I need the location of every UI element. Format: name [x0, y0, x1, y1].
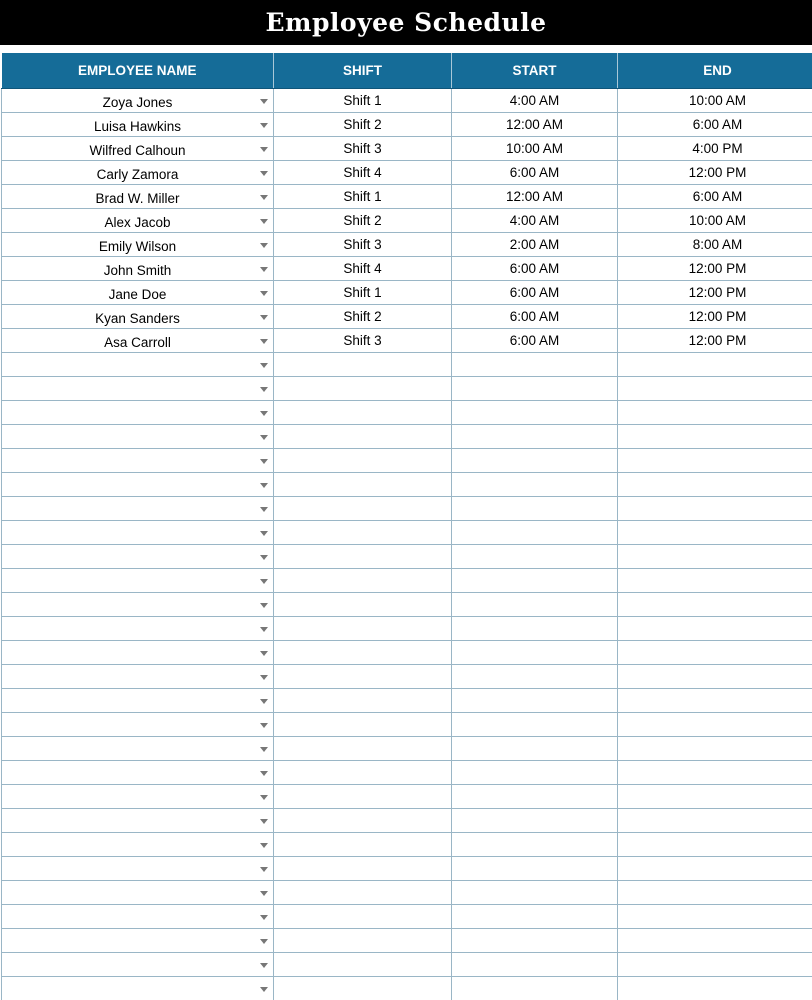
shift-cell[interactable] — [274, 617, 452, 641]
employee-name-cell[interactable] — [2, 185, 274, 209]
employee-name-value — [12, 942, 264, 945]
employee-name-value — [12, 846, 264, 849]
employee-name-value: Jane Doe — [108, 286, 167, 302]
end-time-cell[interactable] — [618, 857, 812, 881]
shift-cell[interactable] — [274, 833, 452, 857]
employee-name-value — [12, 966, 264, 969]
end-time-cell[interactable]: 12:00 PM — [618, 329, 812, 353]
end-time-cell[interactable] — [618, 401, 812, 425]
employee-name-cell[interactable] — [2, 401, 274, 425]
shift-cell[interactable] — [274, 497, 452, 521]
end-time-cell[interactable] — [618, 617, 812, 641]
employee-name-value — [12, 606, 264, 609]
shift-cell[interactable] — [274, 857, 452, 881]
end-time-cell[interactable] — [618, 473, 812, 497]
shift-cell[interactable]: Shift 1 — [274, 185, 452, 209]
chevron-down-icon[interactable] — [260, 939, 268, 944]
shift-cell[interactable] — [274, 713, 452, 737]
shift-cell[interactable] — [274, 593, 452, 617]
chevron-down-icon[interactable] — [260, 267, 268, 272]
start-time-cell[interactable] — [452, 785, 618, 809]
shift-cell[interactable] — [274, 905, 452, 929]
title-spacer — [0, 45, 812, 53]
shift-cell[interactable] — [274, 929, 452, 953]
column-header-start[interactable]: START — [452, 53, 618, 89]
end-time-cell[interactable]: 12:00 PM — [618, 281, 812, 305]
shift-cell[interactable] — [274, 809, 452, 833]
employee-name-cell[interactable] — [2, 761, 274, 785]
chevron-down-icon[interactable] — [260, 867, 268, 872]
start-time-cell[interactable]: 4:00 AM — [452, 209, 618, 233]
shift-cell[interactable]: Shift 4 — [274, 161, 452, 185]
employee-name-value: Asa Carroll — [104, 334, 171, 350]
employee-name-cell[interactable] — [2, 545, 274, 569]
employee-name-cell[interactable] — [2, 233, 274, 257]
empty-table-row — [2, 833, 812, 857]
table-row — [2, 89, 812, 113]
employee-name-cell[interactable] — [2, 641, 274, 665]
employee-name-cell[interactable] — [2, 281, 274, 305]
page-title: Employee Schedule — [265, 8, 547, 37]
start-time-cell[interactable] — [452, 473, 618, 497]
empty-table-row — [2, 353, 812, 377]
table-row — [2, 185, 812, 209]
start-time-cell[interactable] — [452, 881, 618, 905]
employee-name-value: Emily Wilson — [98, 238, 177, 254]
employee-name-cell[interactable] — [2, 905, 274, 929]
end-time-cell[interactable]: 12:00 PM — [618, 305, 812, 329]
end-time-cell[interactable] — [618, 641, 812, 665]
start-time-cell[interactable] — [452, 401, 618, 425]
empty-table-row — [2, 593, 812, 617]
end-time-cell[interactable]: 12:00 PM — [618, 257, 812, 281]
employee-name-value — [12, 774, 264, 777]
start-time-cell[interactable]: 10:00 AM — [452, 137, 618, 161]
employee-name-value — [12, 558, 264, 561]
chevron-down-icon[interactable] — [260, 627, 268, 632]
shift-cell[interactable] — [274, 473, 452, 497]
start-time-cell[interactable]: 2:00 AM — [452, 233, 618, 257]
chevron-down-icon[interactable] — [260, 555, 268, 560]
column-header-employee-name[interactable]: EMPLOYEE NAME — [2, 53, 274, 89]
schedule-table — [1, 53, 812, 1000]
table-row — [2, 161, 812, 185]
table-row — [2, 233, 812, 257]
employee-name-value: Wilfred Calhoun — [89, 142, 186, 158]
end-time-cell[interactable] — [618, 977, 812, 1000]
employee-name-cell[interactable] — [2, 857, 274, 881]
employee-name-value — [12, 486, 264, 489]
table-row — [2, 305, 812, 329]
chevron-down-icon[interactable] — [260, 579, 268, 584]
employee-name-value — [12, 894, 264, 897]
start-time-cell[interactable] — [452, 593, 618, 617]
chevron-down-icon[interactable] — [260, 771, 268, 776]
employee-name-cell[interactable] — [2, 209, 274, 233]
chevron-down-icon[interactable] — [260, 195, 268, 200]
start-time-cell[interactable] — [452, 857, 618, 881]
chevron-down-icon[interactable] — [260, 891, 268, 896]
table-row — [2, 137, 812, 161]
shift-cell[interactable]: Shift 2 — [274, 113, 452, 137]
employee-name-cell[interactable] — [2, 689, 274, 713]
employee-name-cell[interactable] — [2, 353, 274, 377]
employee-name-cell[interactable] — [2, 425, 274, 449]
empty-table-row — [2, 761, 812, 785]
table-row — [2, 209, 812, 233]
shift-cell[interactable]: Shift 3 — [274, 329, 452, 353]
end-time-cell[interactable] — [618, 689, 812, 713]
employee-name-cell[interactable] — [2, 305, 274, 329]
shift-cell[interactable]: Shift 3 — [274, 137, 452, 161]
shift-cell[interactable] — [274, 545, 452, 569]
employee-name-cell[interactable] — [2, 497, 274, 521]
chevron-down-icon[interactable] — [260, 435, 268, 440]
chevron-down-icon[interactable] — [260, 603, 268, 608]
shift-cell[interactable] — [274, 689, 452, 713]
start-time-cell[interactable] — [452, 449, 618, 473]
shift-cell[interactable] — [274, 953, 452, 977]
chevron-down-icon[interactable] — [260, 915, 268, 920]
end-time-cell[interactable] — [618, 785, 812, 809]
end-time-cell[interactable]: 12:00 PM — [618, 161, 812, 185]
start-time-cell[interactable] — [452, 761, 618, 785]
employee-name-value — [12, 798, 264, 801]
employee-name-cell[interactable] — [2, 713, 274, 737]
shift-cell[interactable] — [274, 425, 452, 449]
employee-name-cell[interactable] — [2, 113, 274, 137]
start-time-cell[interactable] — [452, 689, 618, 713]
end-time-cell[interactable] — [618, 737, 812, 761]
shift-cell[interactable]: Shift 1 — [274, 281, 452, 305]
end-time-cell[interactable] — [618, 569, 812, 593]
end-time-cell[interactable] — [618, 425, 812, 449]
empty-table-row — [2, 497, 812, 521]
empty-table-row — [2, 977, 812, 1000]
employee-name-cell[interactable] — [2, 257, 274, 281]
empty-table-row — [2, 737, 812, 761]
empty-table-row — [2, 881, 812, 905]
start-time-cell[interactable]: 6:00 AM — [452, 161, 618, 185]
shift-cell[interactable] — [274, 737, 452, 761]
employee-name-value: Brad W. Miller — [95, 190, 180, 206]
start-time-cell[interactable]: 12:00 AM — [452, 185, 618, 209]
column-header-end[interactable]: END — [618, 53, 812, 89]
start-time-cell[interactable] — [452, 617, 618, 641]
chevron-down-icon[interactable] — [260, 291, 268, 296]
empty-table-row — [2, 905, 812, 929]
end-time-cell[interactable] — [618, 497, 812, 521]
shift-cell[interactable] — [274, 569, 452, 593]
chevron-down-icon[interactable] — [260, 363, 268, 368]
start-time-cell[interactable] — [452, 713, 618, 737]
title-bar — [0, 0, 812, 45]
start-time-cell[interactable] — [452, 353, 618, 377]
end-time-cell[interactable]: 10:00 AM — [618, 209, 812, 233]
employee-name-cell[interactable] — [2, 137, 274, 161]
employee-name-value: Luisa Hawkins — [93, 118, 182, 134]
employee-name-cell[interactable] — [2, 809, 274, 833]
empty-table-row — [2, 473, 812, 497]
empty-table-row — [2, 521, 812, 545]
employee-name-cell[interactable] — [2, 665, 274, 689]
chevron-down-icon[interactable] — [260, 699, 268, 704]
end-time-cell[interactable] — [618, 929, 812, 953]
empty-table-row — [2, 953, 812, 977]
employee-name-cell[interactable] — [2, 617, 274, 641]
start-time-cell[interactable]: 6:00 AM — [452, 329, 618, 353]
schedule-body — [2, 89, 812, 1000]
end-time-cell[interactable] — [618, 953, 812, 977]
start-time-cell[interactable]: 12:00 AM — [452, 113, 618, 137]
chevron-down-icon[interactable] — [260, 747, 268, 752]
start-time-cell[interactable]: 6:00 AM — [452, 281, 618, 305]
employee-name-value — [12, 534, 264, 537]
start-time-cell[interactable] — [452, 377, 618, 401]
chevron-down-icon[interactable] — [260, 963, 268, 968]
chevron-down-icon[interactable] — [260, 459, 268, 464]
shift-cell[interactable] — [274, 377, 452, 401]
employee-name-cell[interactable] — [2, 473, 274, 497]
empty-table-row — [2, 641, 812, 665]
empty-table-row — [2, 665, 812, 689]
end-time-cell[interactable]: 10:00 AM — [618, 89, 812, 113]
table-row — [2, 329, 812, 353]
table-row — [2, 257, 812, 281]
chevron-down-icon[interactable] — [260, 843, 268, 848]
start-time-cell[interactable] — [452, 809, 618, 833]
employee-name-value — [12, 702, 264, 705]
employee-name-value — [12, 630, 264, 633]
empty-table-row — [2, 785, 812, 809]
empty-table-row — [2, 425, 812, 449]
end-time-cell[interactable] — [618, 353, 812, 377]
end-time-cell[interactable]: 6:00 AM — [618, 113, 812, 137]
employee-name-cell[interactable] — [2, 953, 274, 977]
employee-name-value — [12, 366, 264, 369]
start-time-cell[interactable] — [452, 425, 618, 449]
employee-name-cell[interactable] — [2, 593, 274, 617]
chevron-down-icon[interactable] — [260, 99, 268, 104]
end-time-cell[interactable]: 4:00 PM — [618, 137, 812, 161]
end-time-cell[interactable] — [618, 545, 812, 569]
chevron-down-icon[interactable] — [260, 987, 268, 992]
employee-name-value — [12, 678, 264, 681]
employee-name-value — [12, 990, 264, 993]
table-row — [2, 113, 812, 137]
chevron-down-icon[interactable] — [260, 483, 268, 488]
start-time-cell[interactable]: 6:00 AM — [452, 305, 618, 329]
chevron-down-icon[interactable] — [260, 819, 268, 824]
start-time-cell[interactable] — [452, 497, 618, 521]
shift-cell[interactable]: Shift 2 — [274, 305, 452, 329]
employee-name-value — [12, 822, 264, 825]
column-header-shift[interactable]: SHIFT — [274, 53, 452, 89]
shift-cell[interactable] — [274, 977, 452, 1000]
shift-cell[interactable]: Shift 1 — [274, 89, 452, 113]
employee-name-cell[interactable] — [2, 377, 274, 401]
shift-cell[interactable]: Shift 2 — [274, 209, 452, 233]
end-time-cell[interactable] — [618, 593, 812, 617]
chevron-down-icon[interactable] — [260, 675, 268, 680]
chevron-down-icon[interactable] — [260, 723, 268, 728]
shift-cell[interactable] — [274, 761, 452, 785]
employee-name-cell[interactable] — [2, 449, 274, 473]
start-time-cell[interactable] — [452, 521, 618, 545]
start-time-cell[interactable] — [452, 833, 618, 857]
shift-cell[interactable]: Shift 4 — [274, 257, 452, 281]
empty-table-row — [2, 809, 812, 833]
empty-table-row — [2, 929, 812, 953]
end-time-cell[interactable]: 8:00 AM — [618, 233, 812, 257]
chevron-down-icon[interactable] — [260, 387, 268, 392]
employee-name-cell[interactable] — [2, 785, 274, 809]
employee-name-cell[interactable] — [2, 89, 274, 113]
start-time-cell[interactable] — [452, 953, 618, 977]
chevron-down-icon[interactable] — [260, 171, 268, 176]
chevron-down-icon[interactable] — [260, 411, 268, 416]
chevron-down-icon[interactable] — [260, 531, 268, 536]
start-time-cell[interactable] — [452, 641, 618, 665]
employee-name-value — [12, 438, 264, 441]
empty-table-row — [2, 377, 812, 401]
end-time-cell[interactable] — [618, 521, 812, 545]
empty-table-row — [2, 857, 812, 881]
shift-cell[interactable]: Shift 3 — [274, 233, 452, 257]
end-time-cell[interactable] — [618, 833, 812, 857]
employee-name-cell[interactable] — [2, 881, 274, 905]
employee-name-value — [12, 510, 264, 513]
start-time-cell[interactable] — [452, 569, 618, 593]
employee-name-value — [12, 462, 264, 465]
shift-cell[interactable] — [274, 449, 452, 473]
empty-table-row — [2, 713, 812, 737]
employee-name-value — [12, 870, 264, 873]
shift-cell[interactable] — [274, 785, 452, 809]
start-time-cell[interactable]: 4:00 AM — [452, 89, 618, 113]
end-time-cell[interactable] — [618, 881, 812, 905]
header-row — [2, 53, 812, 89]
end-time-cell[interactable] — [618, 905, 812, 929]
employee-name-cell[interactable] — [2, 977, 274, 1000]
employee-name-value — [12, 654, 264, 657]
chevron-down-icon[interactable] — [260, 507, 268, 512]
empty-table-row — [2, 689, 812, 713]
employee-name-cell[interactable] — [2, 929, 274, 953]
empty-table-row — [2, 569, 812, 593]
empty-table-row — [2, 401, 812, 425]
employee-name-value: Kyan Sanders — [95, 310, 180, 326]
employee-name-cell[interactable] — [2, 329, 274, 353]
start-time-cell[interactable] — [452, 905, 618, 929]
end-time-cell[interactable] — [618, 665, 812, 689]
chevron-down-icon[interactable] — [260, 219, 268, 224]
shift-cell[interactable] — [274, 881, 452, 905]
start-time-cell[interactable] — [452, 665, 618, 689]
employee-name-cell[interactable] — [2, 737, 274, 761]
employee-name-value: John Smith — [103, 262, 172, 278]
employee-name-value — [12, 750, 264, 753]
employee-name-value: Carly Zamora — [96, 166, 179, 182]
employee-name-value — [12, 726, 264, 729]
start-time-cell[interactable] — [452, 929, 618, 953]
start-time-cell[interactable]: 6:00 AM — [452, 257, 618, 281]
start-time-cell[interactable] — [452, 977, 618, 1000]
end-time-cell[interactable] — [618, 449, 812, 473]
employee-name-cell[interactable] — [2, 161, 274, 185]
employee-name-cell[interactable] — [2, 569, 274, 593]
chevron-down-icon[interactable] — [260, 339, 268, 344]
employee-name-value: Alex Jacob — [104, 214, 171, 230]
end-time-cell[interactable] — [618, 377, 812, 401]
employee-name-cell[interactable] — [2, 521, 274, 545]
shift-cell[interactable] — [274, 353, 452, 377]
end-time-cell[interactable]: 6:00 AM — [618, 185, 812, 209]
empty-table-row — [2, 617, 812, 641]
table-row — [2, 281, 812, 305]
chevron-down-icon[interactable] — [260, 123, 268, 128]
chevron-down-icon[interactable] — [260, 243, 268, 248]
start-time-cell[interactable] — [452, 737, 618, 761]
end-time-cell[interactable] — [618, 713, 812, 737]
shift-cell[interactable] — [274, 665, 452, 689]
chevron-down-icon[interactable] — [260, 651, 268, 656]
end-time-cell[interactable] — [618, 761, 812, 785]
chevron-down-icon[interactable] — [260, 315, 268, 320]
employee-name-value — [12, 582, 264, 585]
chevron-down-icon[interactable] — [260, 147, 268, 152]
chevron-down-icon[interactable] — [260, 795, 268, 800]
empty-table-row — [2, 449, 812, 473]
employee-name-value: Zoya Jones — [102, 94, 173, 110]
employee-name-value — [12, 390, 264, 393]
end-time-cell[interactable] — [618, 809, 812, 833]
shift-cell[interactable] — [274, 521, 452, 545]
shift-cell[interactable] — [274, 641, 452, 665]
employee-name-value — [12, 414, 264, 417]
shift-cell[interactable] — [274, 401, 452, 425]
employee-name-cell[interactable] — [2, 833, 274, 857]
start-time-cell[interactable] — [452, 545, 618, 569]
employee-name-value — [12, 918, 264, 921]
empty-table-row — [2, 545, 812, 569]
